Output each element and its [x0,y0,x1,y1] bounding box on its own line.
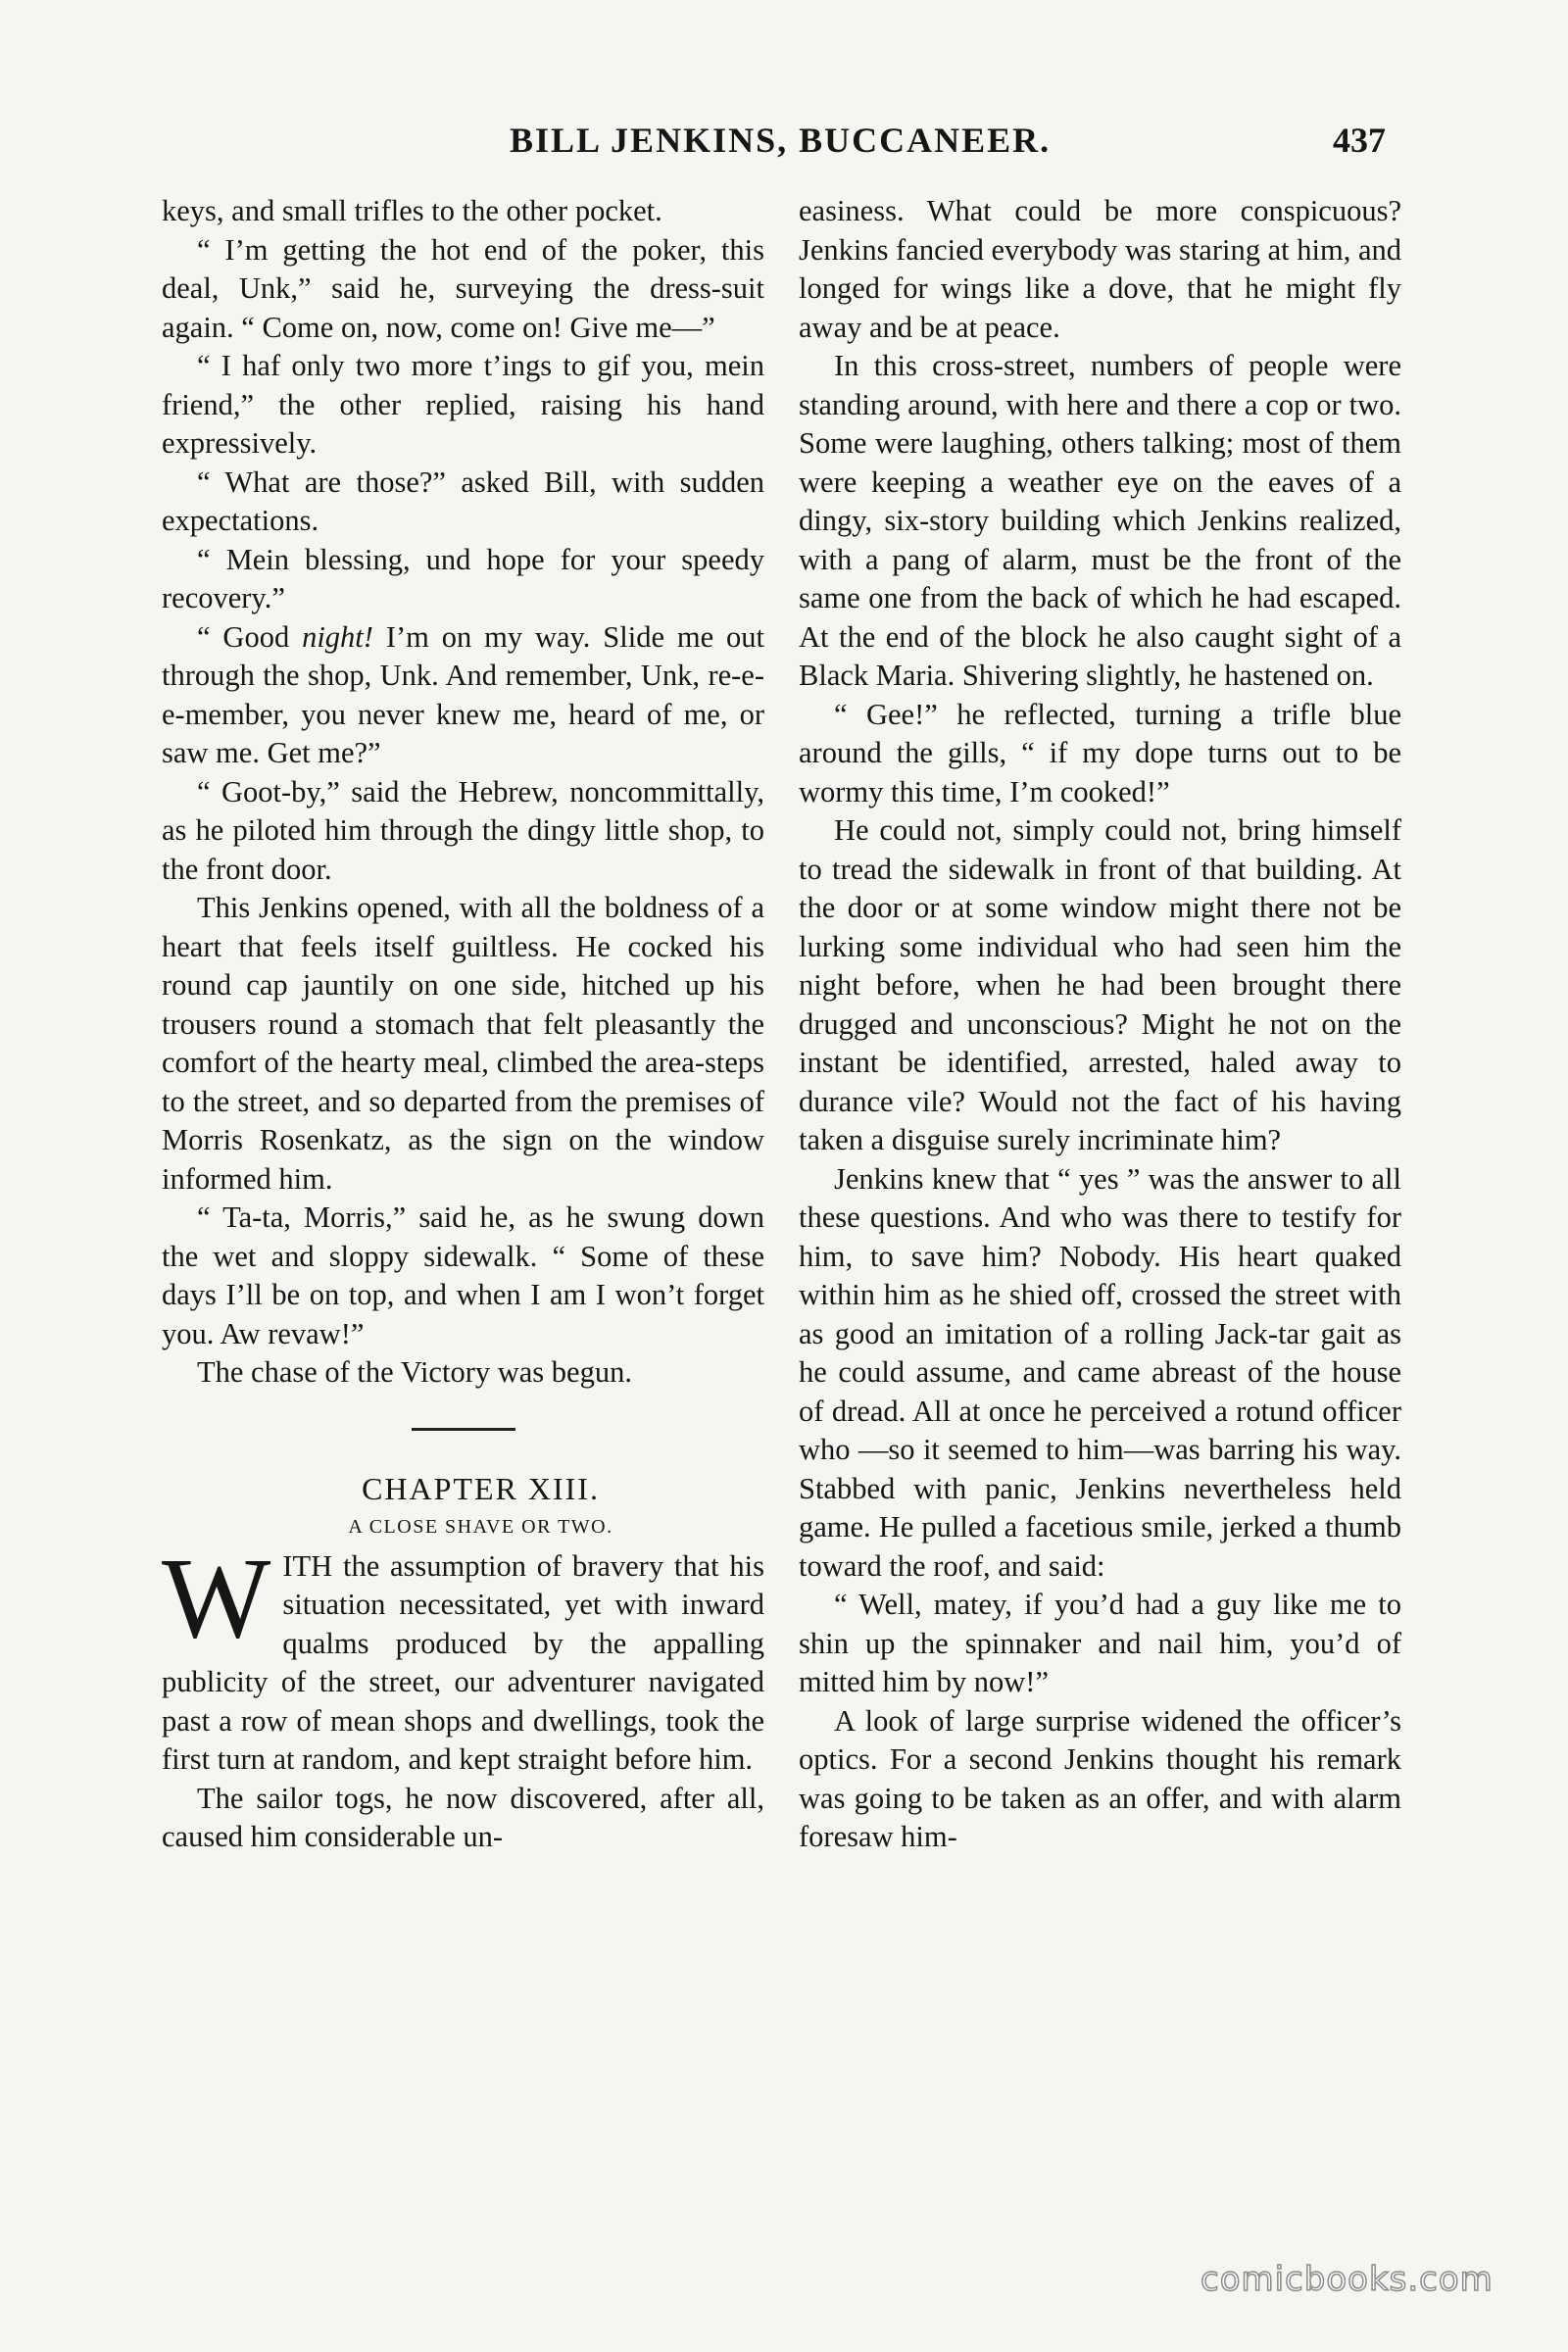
paragraph: He could not, simply could not, bring himself to tread the sidewalk in front of that building. At the door or at some window might there not be lurking some individual who had seen him the night before, when he had been brought there drugged and unconscious? Might he not on the instant be identified, arrested, haled away to durance vile? Would not the fact of his having taken a disguise surely incriminate him? [799,813,1401,1156]
emphasis: night! [302,619,373,654]
drop-cap: W [162,1533,271,1662]
left-column [162,192,764,1857]
chapter-heading: CHAPTER XIII. [362,1470,600,1506]
text-run: I’m on my way. Slide me out through the shop, Unk. And remember, Unk, re-e-e-member, you never knew me, heard of me, or saw me. Get me?” [162,619,764,769]
paragraph: The chase of the Victory was begun. [197,1355,632,1389]
paragraph: Jenkins knew that “ yes ” was the answer to all these questions. And who was there to testify for him, to save him? Nobody. His heart quaked within him as he shied off, crossed the street with as good an imitation of a rolling Jack-tar gait as he could assume, and came abreast of the house of dread. All at once he perceived a rotund officer who —so it seemed to him—was barring his way. Stabbed with panic, Jenkins nevertheless held game. He pulled a facetious smile, jerked a thumb toward the roof, and said: [799,1161,1401,1583]
paragraph: easiness. What could be more conspicuous? Jenkins fancied everybody was staring at him, and longed for wings like a dove, that he might fly away and be at peace. [799,194,1401,344]
paragraph: “ Well, matey, if you’d had a guy like me to shin up the spinnaker and nail him, you’d of mitted him by now!” [799,1588,1401,1698]
paragraph: “ Gee!” he reflected, turning a trifle blue around the gills, “ if my dope turns out to be wormy this time, I’m cooked!” [799,697,1401,808]
paragraph: keys, and small trifles to the other pocket. [162,194,662,227]
watermark-logo: comicbooks.com [1200,2260,1494,2299]
paragraph: In this cross-street, numbers of people were standing around, with here and there a cop or two. Some were laughing, others talking; most of them were keeping a weather eye on the eaves of a dingy, six-story building which Jenkins realized, with a pang of alarm, must be the front of the same one from the back of which he had escaped. At the end of the block he also caught sight of a Black Maria. Shivering slightly, he hastened on. [799,349,1401,692]
paragraph: “ Ta-ta, Morris,” said he, as he swung down the wet and sloppy sidewalk. “ Some of these days I’ll be on top, and when I am I won’t forget you. Aw revaw!” [162,1200,764,1350]
paragraph: The sailor togs, he now discovered, after all, caused him considerable un- [162,1781,764,1853]
section-divider [412,1428,515,1431]
paragraph: “ I haf only two more t’ings to gif you, mein friend,” the other replied, raising his hand expressively. [162,349,764,460]
chapter-opening-paragraph [162,1533,764,1780]
paragraph: This Jenkins opened, with all the boldness of a heart that feels itself guiltless. He cocked his round cap jauntily on one side, hitched up his trousers round a stomach that felt pleasantly the comfort of the hearty meal, climbed the area-steps to the street, and so departed from the premises of Morris Rosenkatz, as the sign on the window informed him. [162,891,764,1196]
paragraph [162,618,764,773]
paragraph: A look of large surprise widened the officer’s optics. For a second Jenkins thought his remark was going to be taken as an offer, and with alarm foresaw him- [799,1703,1401,1853]
paragraph: “ Mein blessing, und hope for your speedy recovery.” [162,542,764,614]
text-run: ITH the assumption of bravery that his situation necessitated, yet with inward qualms produced by the appalling publicity of the street, our adventurer navigated past a row of mean shops and dwellings, took the first turn at random, and kept straight before him. [162,1548,764,1776]
running-title: BILL JENKINS, BUCCANEER. [510,121,1052,160]
paragraph: “ I’m getting the hot end of the poker, this deal, Unk,” said he, surveying the dress-suit again. “ Come on, now, come on! Give me—” [162,232,764,344]
text-run: “ Good [197,619,303,654]
paragraph: “ Goot-by,” said the Hebrew, noncommittally, as he piloted him through the dingy little shop, to the front door. [162,774,764,886]
page-number: 437 [1333,121,1386,160]
paragraph: “ What are those?” asked Bill, with sudden expectations. [162,465,764,537]
chapter-subheading: A CLOSE SHAVE OR TWO. [348,1516,613,1538]
right-column [799,192,1401,1857]
running-head [0,120,1568,169]
